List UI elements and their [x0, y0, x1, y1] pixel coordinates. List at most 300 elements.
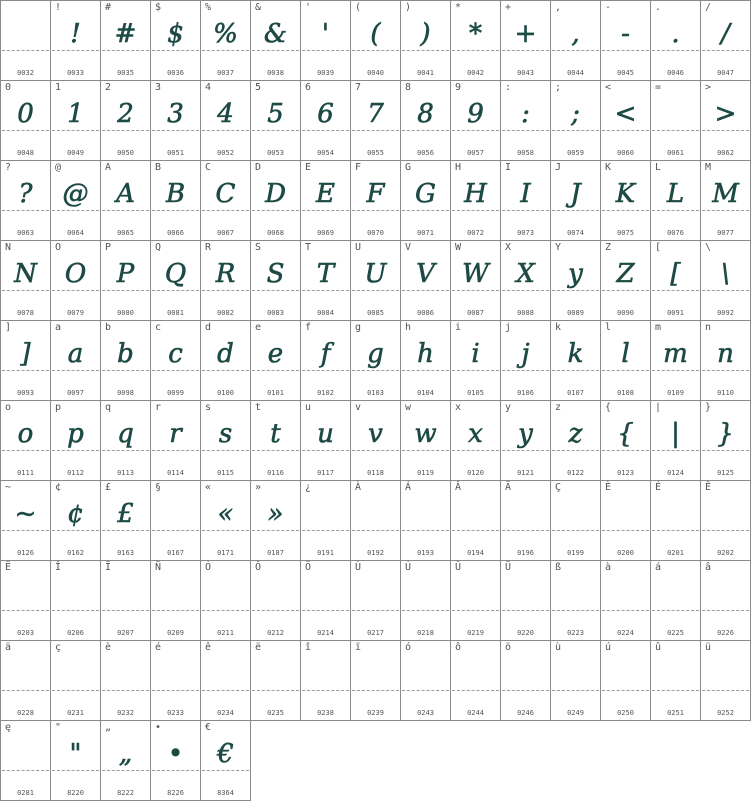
font-glyph: h [417, 339, 434, 369]
char-code: 0036 [167, 69, 184, 77]
baseline-guide [152, 690, 199, 691]
font-glyph: 0 [17, 99, 34, 129]
baseline-guide [152, 290, 199, 291]
font-glyph: K [615, 179, 636, 209]
glyph-cell [200, 400, 251, 481]
glyph-cell [450, 0, 501, 81]
glyph-cell [600, 80, 651, 161]
reference-char: j [505, 322, 512, 333]
reference-char: ¢ [55, 482, 62, 493]
font-glyph: Z [616, 259, 635, 289]
char-code: 0044 [567, 69, 584, 77]
baseline-guide [352, 370, 399, 371]
char-code: 0281 [17, 789, 34, 797]
baseline-guide [302, 450, 349, 451]
glyph-cell [500, 0, 551, 81]
char-code: 0060 [617, 149, 634, 157]
reference-char: { [605, 402, 612, 413]
font-glyph: D [265, 179, 286, 209]
glyph-cell [700, 560, 751, 641]
char-code: 0039 [317, 69, 334, 77]
glyph-cell [300, 320, 351, 401]
glyph-cell [700, 160, 751, 241]
baseline-guide [402, 690, 449, 691]
glyph-cell [600, 640, 651, 721]
reference-char: Û [455, 562, 462, 573]
font-glyph: B [165, 179, 186, 209]
reference-char: P [105, 242, 112, 253]
font-glyph: j [521, 339, 530, 369]
char-code: 0069 [317, 229, 334, 237]
char-code: 0226 [717, 629, 734, 637]
glyph-cell [500, 240, 551, 321]
reference-char: X [505, 242, 512, 253]
font-glyph: [ [670, 259, 681, 289]
font-glyph: $ [167, 19, 184, 49]
baseline-guide [202, 50, 249, 51]
font-glyph: k [567, 339, 584, 369]
baseline-guide [552, 290, 599, 291]
font-glyph: ] [20, 339, 31, 369]
font-glyph: G [415, 179, 436, 209]
glyph-cell [150, 560, 201, 641]
glyph-cell [250, 400, 301, 481]
reference-char: § [155, 482, 162, 493]
baseline-guide [552, 130, 599, 131]
glyph-cell [500, 480, 551, 561]
font-glyph: m [663, 339, 688, 369]
baseline-guide [252, 530, 299, 531]
glyph-cell [200, 560, 251, 641]
font-glyph: { [617, 419, 634, 449]
reference-char: ê [205, 642, 212, 653]
reference-char: 3 [155, 82, 162, 93]
baseline-guide [2, 610, 49, 611]
glyph-cell [300, 0, 351, 81]
reference-char: Ç [555, 482, 562, 493]
baseline-guide [102, 130, 149, 131]
reference-char: O [55, 242, 62, 253]
font-glyph: < [614, 99, 637, 129]
char-code: 0192 [367, 549, 384, 557]
font-glyph: J [570, 179, 581, 209]
font-glyph: d [217, 339, 234, 369]
glyph-cell [100, 560, 151, 641]
reference-char: Ü [505, 562, 512, 573]
glyph-cell [250, 80, 301, 161]
reference-char: I [505, 162, 512, 173]
baseline-guide [652, 130, 699, 131]
font-glyph: y [518, 419, 533, 449]
reference-char: } [705, 402, 712, 413]
reference-char: + [505, 2, 512, 13]
glyph-cell [700, 80, 751, 161]
reference-char: , [555, 2, 562, 13]
font-glyph: g [367, 339, 384, 369]
reference-char: ï [355, 642, 362, 653]
char-code: 0109 [667, 389, 684, 397]
reference-char: e [255, 322, 262, 333]
reference-char: f [305, 322, 312, 333]
reference-char: Z [605, 242, 612, 253]
reference-char: i [455, 322, 462, 333]
char-code: 0111 [17, 469, 34, 477]
reference-char: o [5, 402, 12, 413]
font-glyph: 7 [367, 99, 384, 129]
baseline-guide [252, 370, 299, 371]
reference-char: - [605, 2, 612, 13]
reference-char: ä [5, 642, 12, 653]
baseline-guide [102, 50, 149, 51]
font-glyph: > [714, 99, 737, 129]
glyph-cell [400, 240, 451, 321]
baseline-guide [2, 690, 49, 691]
reference-char: " [55, 722, 62, 733]
char-code: 0162 [67, 549, 84, 557]
glyph-cell [50, 320, 101, 401]
glyph-cell [200, 80, 251, 161]
char-code: 0125 [717, 469, 734, 477]
baseline-guide [52, 610, 99, 611]
glyph-cell [250, 160, 301, 241]
glyph-cell [0, 560, 51, 641]
glyph-cell [450, 480, 501, 561]
char-code: 0097 [67, 389, 84, 397]
glyph-cell [700, 0, 751, 81]
reference-char: y [505, 402, 512, 413]
char-code: 0050 [117, 149, 134, 157]
glyph-cell [0, 80, 51, 161]
char-code: 0112 [67, 469, 84, 477]
char-code: 0225 [667, 629, 684, 637]
reference-char: ë [255, 642, 262, 653]
char-code: 0078 [17, 309, 34, 317]
char-code: 0061 [667, 149, 684, 157]
char-code: 0199 [567, 549, 584, 557]
char-code: 0117 [317, 469, 334, 477]
glyph-cell [550, 560, 601, 641]
char-code: 0121 [517, 469, 534, 477]
char-code: 0124 [667, 469, 684, 477]
char-code: 0091 [667, 309, 684, 317]
reference-char: ! [55, 2, 62, 13]
font-glyph: + [514, 19, 537, 49]
char-code: 0074 [567, 229, 584, 237]
glyph-cell [300, 80, 351, 161]
baseline-guide [202, 370, 249, 371]
baseline-guide [502, 290, 549, 291]
reference-char: % [205, 2, 212, 13]
font-glyph: t [270, 419, 281, 449]
glyph-cell [350, 400, 401, 481]
reference-char: [ [655, 242, 662, 253]
reference-char: è [105, 642, 112, 653]
baseline-guide [302, 50, 349, 51]
reference-char: Ú [405, 562, 412, 573]
baseline-guide [252, 50, 299, 51]
char-code: 0108 [617, 389, 634, 397]
char-code: 0214 [317, 629, 334, 637]
glyph-cell [550, 80, 601, 161]
baseline-guide [102, 370, 149, 371]
reference-char: @ [55, 162, 62, 173]
baseline-guide [402, 610, 449, 611]
reference-char: 2 [105, 82, 112, 93]
char-code: 8226 [167, 789, 184, 797]
font-glyph: V [416, 259, 435, 289]
glyph-cell [350, 560, 401, 641]
glyph-cell [100, 320, 151, 401]
reference-char: Ä [505, 482, 512, 493]
glyph-cell [0, 240, 51, 321]
char-code: 0105 [467, 389, 484, 397]
reference-char: < [605, 82, 612, 93]
font-glyph: 1 [67, 99, 84, 129]
char-code: 0057 [467, 149, 484, 157]
reference-char: h [405, 322, 412, 333]
font-glyph: # [114, 19, 137, 49]
char-code: 8222 [117, 789, 134, 797]
baseline-guide [652, 450, 699, 451]
glyph-cell [0, 320, 51, 401]
baseline-guide [602, 610, 649, 611]
baseline-guide [352, 50, 399, 51]
char-code: 0053 [267, 149, 284, 157]
baseline-guide [652, 210, 699, 211]
reference-char: b [105, 322, 112, 333]
reference-char: Ñ [155, 562, 162, 573]
glyph-cell [600, 400, 651, 481]
reference-char: m [655, 322, 662, 333]
reference-char: ù [555, 642, 562, 653]
char-code: 0100 [217, 389, 234, 397]
glyph-cell [250, 0, 301, 81]
reference-char: z [555, 402, 562, 413]
font-glyph: £ [117, 499, 134, 529]
char-code: 0218 [417, 629, 434, 637]
glyph-cell [0, 640, 51, 721]
reference-char: Ô [255, 562, 262, 573]
char-code: 0126 [17, 549, 34, 557]
glyph-cell [500, 320, 551, 401]
baseline-guide [402, 370, 449, 371]
baseline-guide [602, 370, 649, 371]
baseline-guide [202, 290, 249, 291]
glyph-cell [650, 240, 701, 321]
font-glyph: / [721, 19, 730, 49]
font-glyph: l [621, 339, 630, 369]
glyph-cell [700, 400, 751, 481]
baseline-guide [452, 130, 499, 131]
glyph-cell [400, 160, 451, 241]
baseline-guide [502, 530, 549, 531]
char-code: 0235 [267, 709, 284, 717]
reference-char: £ [105, 482, 112, 493]
baseline-guide [2, 290, 49, 291]
baseline-guide [2, 370, 49, 371]
font-glyph: s [218, 419, 233, 449]
glyph-cell [600, 480, 651, 561]
baseline-guide [502, 130, 549, 131]
baseline-guide [502, 50, 549, 51]
char-code: 0092 [717, 309, 734, 317]
baseline-guide [402, 130, 449, 131]
reference-char: 9 [455, 82, 462, 93]
font-glyph: ' [321, 19, 330, 49]
char-code: 0119 [417, 469, 434, 477]
font-glyph: ( [370, 19, 381, 49]
reference-char: Á [405, 482, 412, 493]
glyph-cell [100, 80, 151, 161]
char-code: 0114 [167, 469, 184, 477]
char-code: 0120 [467, 469, 484, 477]
baseline-guide [302, 530, 349, 531]
baseline-guide [2, 530, 49, 531]
font-glyph: 8 [417, 99, 434, 129]
glyph-cell [700, 640, 751, 721]
glyph-cell [250, 640, 301, 721]
char-code: 0049 [67, 149, 84, 157]
baseline-guide [702, 690, 749, 691]
glyph-cell [400, 640, 451, 721]
reference-char: R [205, 242, 212, 253]
glyph-cell [200, 640, 251, 721]
glyph-cell [200, 320, 251, 401]
font-glyph: & [263, 19, 288, 49]
baseline-guide [352, 690, 399, 691]
char-code: 0106 [517, 389, 534, 397]
reference-char: ü [705, 642, 712, 653]
baseline-guide [452, 370, 499, 371]
glyph-cell [500, 640, 551, 721]
glyph-cell [650, 80, 701, 161]
glyph-cell [700, 240, 751, 321]
font-glyph: 9 [467, 99, 484, 129]
baseline-guide [352, 290, 399, 291]
glyph-cell [300, 560, 351, 641]
char-code: 0088 [517, 309, 534, 317]
font-glyph: v [368, 419, 383, 449]
baseline-guide [102, 290, 149, 291]
baseline-guide [552, 610, 599, 611]
glyph-cell [150, 160, 201, 241]
glyph-cell [450, 560, 501, 641]
reference-char: T [305, 242, 312, 253]
glyph-cell [150, 80, 201, 161]
reference-char: u [305, 402, 312, 413]
glyph-cell [450, 320, 501, 401]
char-code: 0252 [717, 709, 734, 717]
font-glyph: T [316, 259, 335, 289]
char-code: 0101 [267, 389, 284, 397]
char-code: 0251 [667, 709, 684, 717]
font-glyph: ~ [14, 499, 37, 529]
baseline-guide [152, 210, 199, 211]
reference-char: Ï [105, 562, 112, 573]
font-glyph: 2 [117, 99, 134, 129]
char-code: 0093 [17, 389, 34, 397]
glyph-cell [50, 560, 101, 641]
font-glyph: ¢ [67, 499, 84, 529]
reference-char: A [105, 162, 112, 173]
baseline-guide [452, 50, 499, 51]
glyph-cell [550, 240, 601, 321]
font-glyph: w [414, 419, 437, 449]
font-glyph: i [471, 339, 480, 369]
char-code: 0099 [167, 389, 184, 397]
reference-char: ó [405, 642, 412, 653]
char-code: 0084 [317, 309, 334, 317]
glyph-cell [550, 160, 601, 241]
reference-char: ] [5, 322, 12, 333]
font-glyph: . [671, 19, 680, 49]
baseline-guide [652, 370, 699, 371]
baseline-guide [702, 50, 749, 51]
font-glyph: R [215, 259, 236, 289]
reference-char: x [455, 402, 462, 413]
baseline-guide [152, 450, 199, 451]
glyph-cell [350, 320, 401, 401]
glyph-cell [100, 240, 151, 321]
baseline-guide [452, 690, 499, 691]
reference-char: ¿ [305, 482, 312, 493]
char-code: 0041 [417, 69, 434, 77]
glyph-cell [650, 0, 701, 81]
glyph-cell [300, 640, 351, 721]
char-code: 0079 [67, 309, 84, 317]
glyph-cell [350, 480, 401, 561]
baseline-guide [152, 610, 199, 611]
glyph-cell [550, 400, 601, 481]
reference-char: w [405, 402, 412, 413]
font-glyph: c [168, 339, 183, 369]
font-glyph: F [366, 179, 385, 209]
font-glyph: x [468, 419, 483, 449]
reference-char: î [305, 642, 312, 653]
baseline-guide [2, 210, 49, 211]
reference-char: ö [505, 642, 512, 653]
font-glyph: W [462, 259, 489, 289]
reference-char: À [355, 482, 362, 493]
reference-char: t [255, 402, 262, 413]
baseline-guide [402, 530, 449, 531]
char-code: 0234 [217, 709, 234, 717]
baseline-guide [102, 210, 149, 211]
reference-char: à [605, 562, 612, 573]
baseline-guide [102, 610, 149, 611]
reference-char: # [105, 2, 112, 13]
baseline-guide [252, 690, 299, 691]
reference-char: . [655, 2, 662, 13]
font-glyph: „ [118, 739, 133, 769]
font-glyph: O [64, 259, 87, 289]
glyph-cell [150, 720, 201, 801]
glyph-cell [200, 720, 251, 801]
baseline-guide [702, 130, 749, 131]
baseline-guide [602, 690, 649, 691]
baseline-guide [702, 610, 749, 611]
reference-char: W [455, 242, 462, 253]
reference-char: a [55, 322, 62, 333]
reference-char: N [5, 242, 12, 253]
glyph-cell [500, 400, 551, 481]
font-glyph: « [217, 499, 234, 529]
char-code: 0062 [717, 149, 734, 157]
reference-char: ; [555, 82, 562, 93]
char-code: 0073 [517, 229, 534, 237]
baseline-guide [152, 770, 199, 771]
baseline-guide [202, 210, 249, 211]
